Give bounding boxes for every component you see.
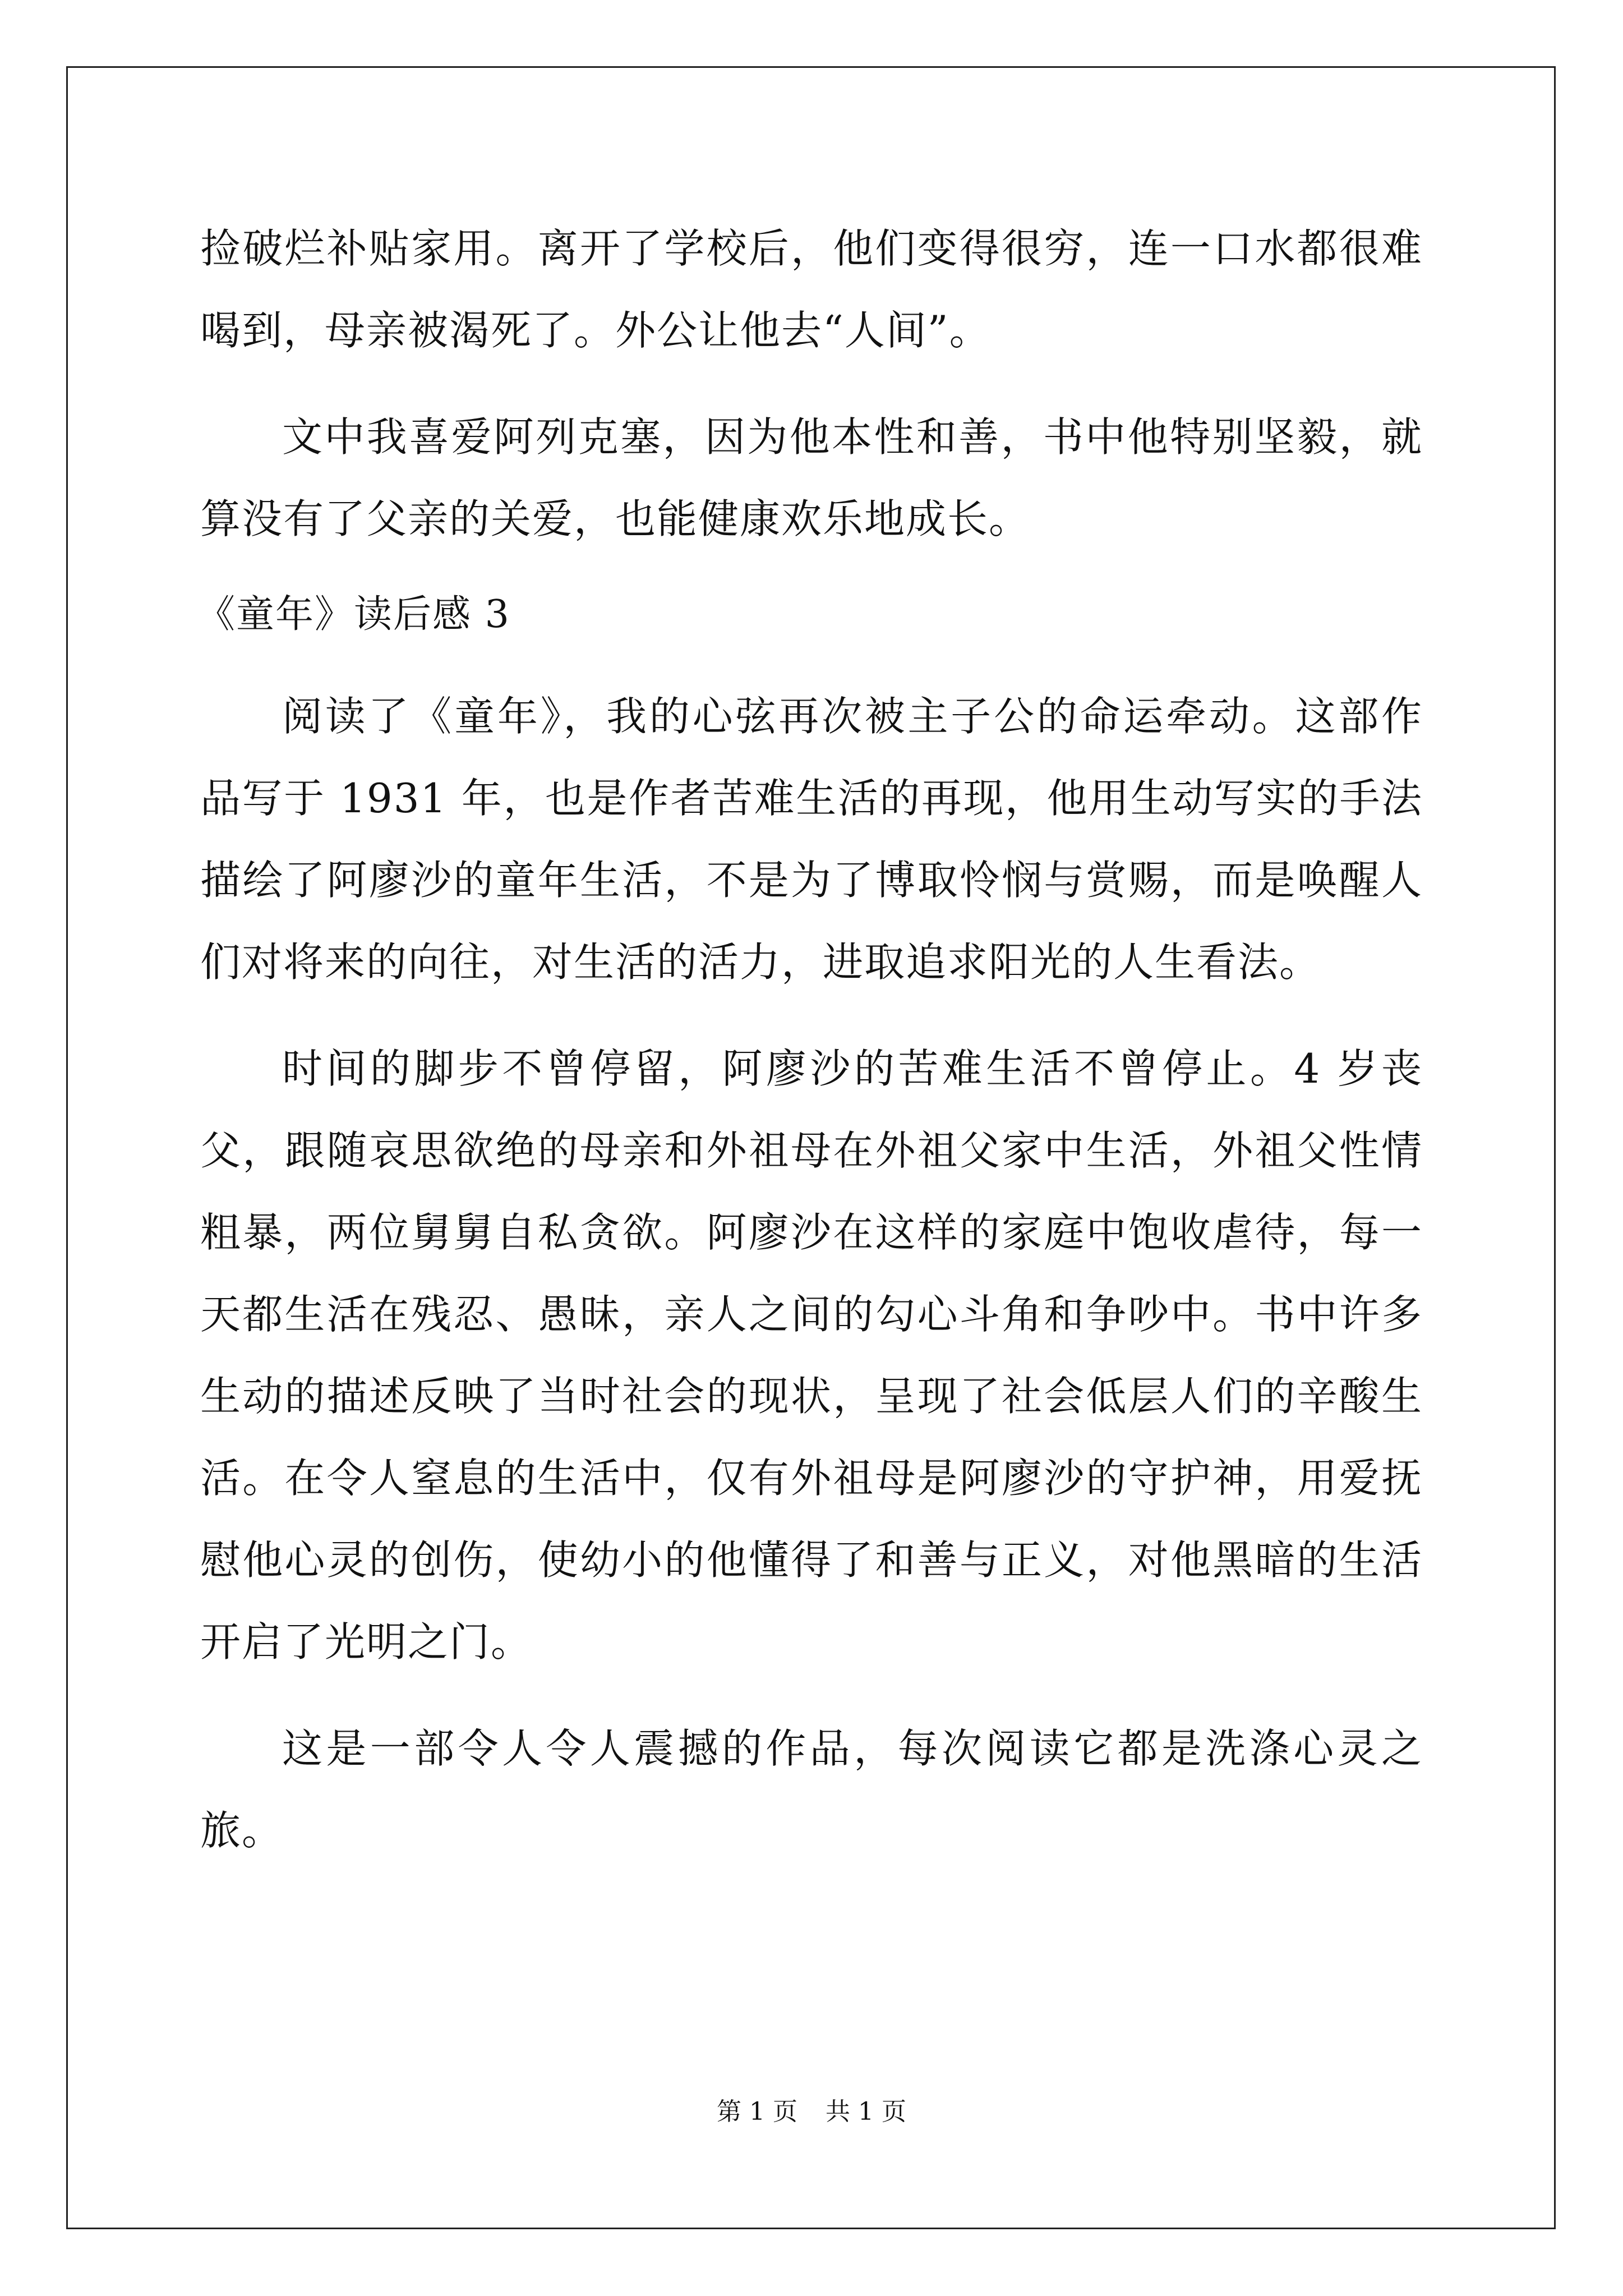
page-footer [0,2095,1623,2129]
document-body [197,208,1423,1896]
paragraph-3: 阅读了《童年》，我的心弦再次被主子公的命运牵动。这部作品写于 1931 年，也是作者苦难生活的再现，他用生动写实的手法描绘了阿廖沙的童年生活，不是为了博取怜悯与赏赐，而是唤醒人们对将来的向往，对生活的活力，进取追求阳光的人生看法。 [200,693,1423,986]
paragraph-5: 这是一部令人令人震撼的作品，每次阅读它都是洗涤心灵之旅。 [200,1725,1423,1854]
section-title: 《童年》读后感 3 [197,592,510,637]
page-number: 第 1 页 [717,2097,797,2126]
paragraph-4: 时间的脚步不曾停留，阿廖沙的苦难生活不曾停止。4 岁丧父，跟随哀思欲绝的母亲和外祖母在外祖父家中生活，外祖父性情粗暴，两位舅舅自私贪欲。阿廖沙在这样的家庭中饱收虐待，每一天都生活在残忍、愚昧，亲人之间的勾心斗角和争吵中。书中许多生动的描述反映了当时社会的现状，呈现了社会低层人们的辛酸生活。在令人窒息的生活中，仅有外祖母是阿廖沙的守护神，用爱抚慰他心灵的创伤，使幼小的他懂得了和善与正义，对他黑暗的生活开启了光明之门。 [200,1045,1423,1665]
paragraph-1: 捡破烂补贴家用。离开了学校后，他们变得很穷，连一口水都很难喝到，母亲被渴死了。外公让他去“人间”。 [200,225,1423,354]
paragraph-2: 文中我喜爱阿列克塞，因为他本性和善，书中他特别坚毅，就算没有了父亲的关爱，也能健康欢乐地成长。 [200,413,1423,542]
page-total: 共 1 页 [826,2097,906,2126]
